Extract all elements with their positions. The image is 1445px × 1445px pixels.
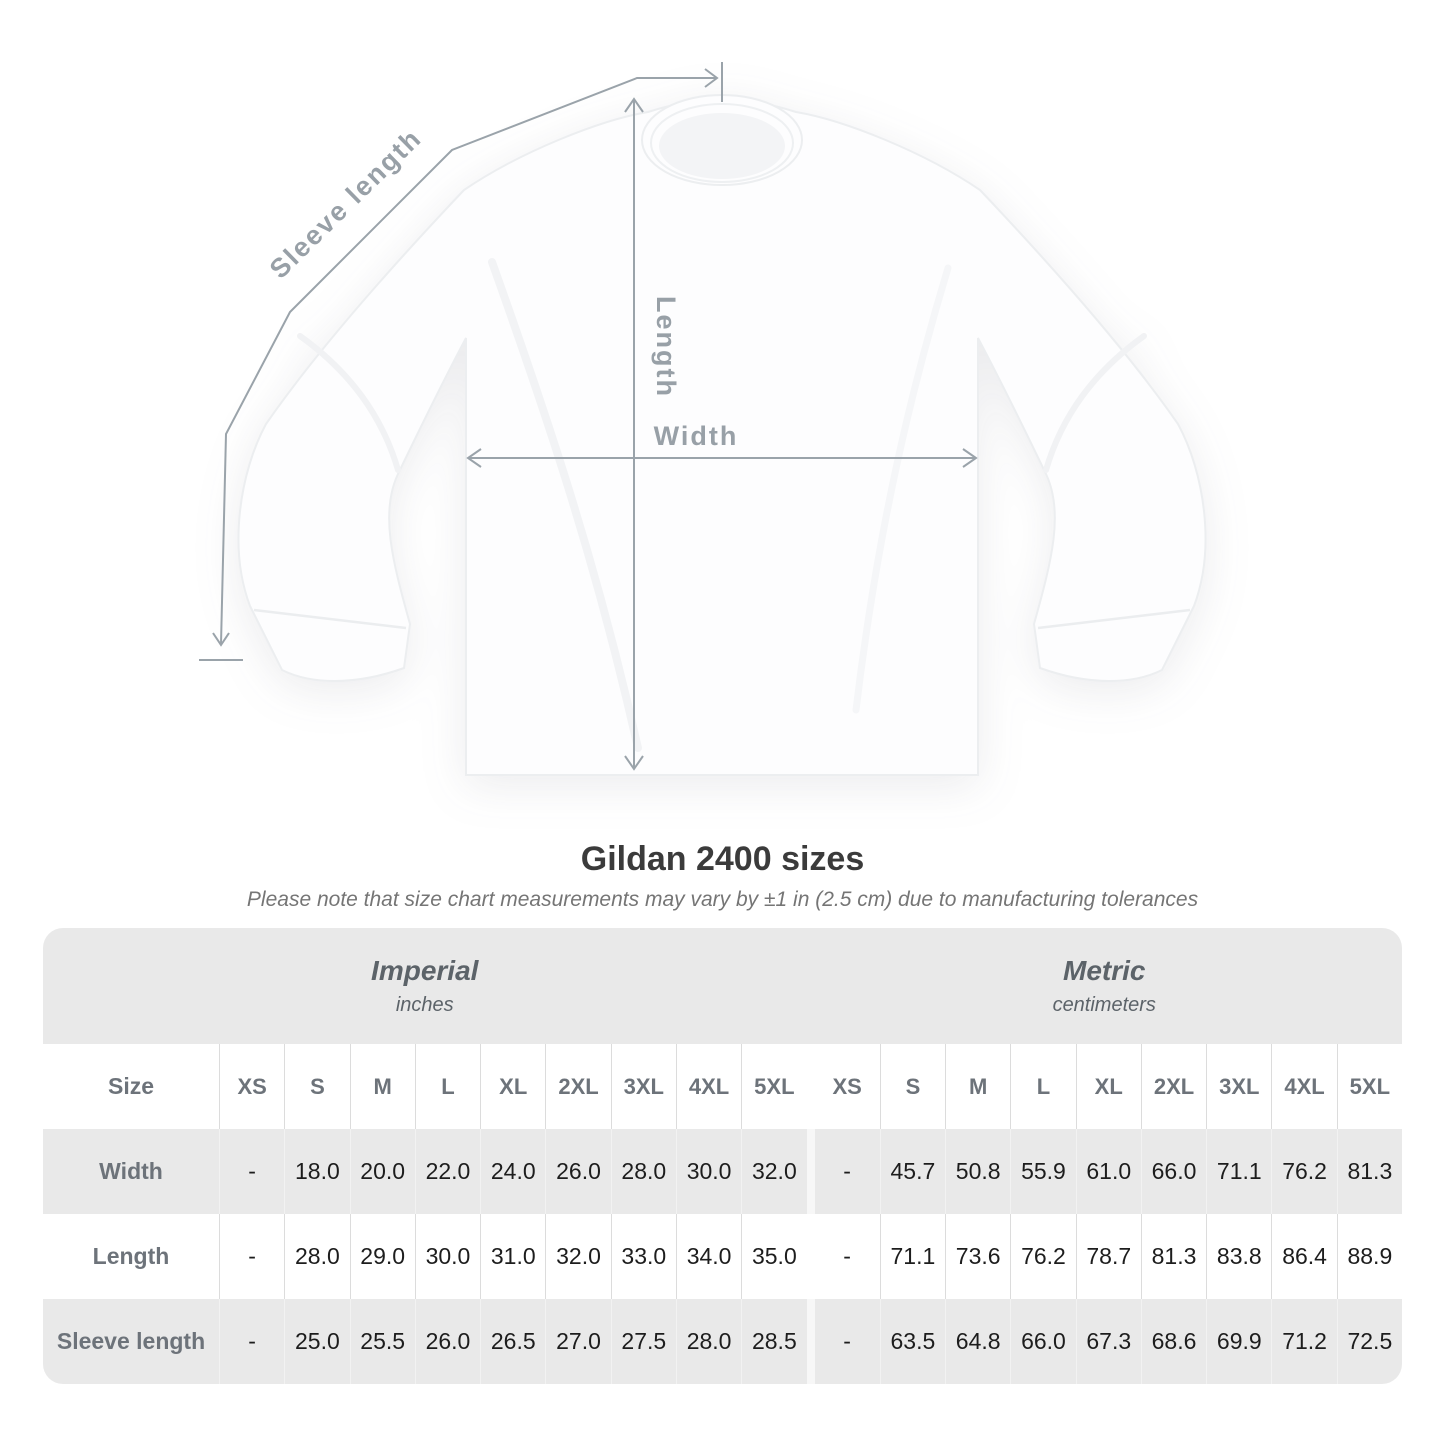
row-label: Sleeve length	[56, 1328, 206, 1354]
value-cell: 76.2	[1010, 1214, 1075, 1299]
value-cell: 76.2	[1271, 1129, 1336, 1214]
section-divider	[807, 1044, 815, 1129]
size-col-header: L	[415, 1044, 480, 1129]
size-col-header: S	[284, 1044, 349, 1129]
size-col-header: 3XL	[611, 1044, 676, 1129]
metric-section-header	[807, 928, 1403, 1044]
metric-section-label: Metric	[1063, 955, 1146, 986]
value-cell: 71.1	[1206, 1129, 1271, 1214]
size-col-header: XL	[480, 1044, 545, 1129]
value-cell: -	[219, 1129, 284, 1214]
row-label: Size	[107, 1073, 155, 1099]
section-divider	[807, 1214, 815, 1299]
tolerance-note: Please note that size chart measurements may vary by ±1 in (2.5 cm) due to manufacturing tolerances	[246, 888, 1199, 911]
size-col-header: 2XL	[1141, 1044, 1206, 1129]
value-cell: 71.2	[1271, 1299, 1336, 1384]
value-cell: 28.0	[284, 1214, 349, 1299]
value-cell: 25.0	[284, 1299, 349, 1384]
value-cell: 27.5	[611, 1299, 676, 1384]
size-col-header: 5XL	[741, 1044, 806, 1129]
value-cell: 32.0	[545, 1214, 610, 1299]
width-label: Width	[653, 421, 739, 451]
value-cell: 81.3	[1337, 1129, 1402, 1214]
value-cell: 33.0	[611, 1214, 676, 1299]
size-header-row	[43, 1044, 1402, 1129]
value-cell: 25.5	[350, 1299, 415, 1384]
size-col-header: 4XL	[676, 1044, 741, 1129]
value-cell: 28.5	[741, 1299, 806, 1384]
size-col-header: S	[880, 1044, 945, 1129]
value-cell: -	[219, 1299, 284, 1384]
imperial-section-unit: inches	[395, 994, 454, 1016]
value-cell: 66.0	[1141, 1129, 1206, 1214]
measurement-row	[43, 1129, 1402, 1214]
value-cell: 72.5	[1337, 1299, 1402, 1384]
value-cell: 28.0	[611, 1129, 676, 1214]
size-col-header: M	[945, 1044, 1010, 1129]
value-cell: 22.0	[415, 1129, 480, 1214]
value-cell: 83.8	[1206, 1214, 1271, 1299]
value-cell: -	[219, 1214, 284, 1299]
value-cell: -	[843, 1158, 851, 1184]
value-cell: 67.3	[1076, 1299, 1141, 1384]
value-cell: 66.0	[1010, 1299, 1075, 1384]
value-cell: 30.0	[415, 1214, 480, 1299]
value-cell: 50.8	[945, 1129, 1010, 1214]
size-col-header: XS	[219, 1044, 284, 1129]
value-cell: 32.0	[741, 1129, 806, 1214]
value-cell: 61.0	[1076, 1129, 1141, 1214]
value-cell: 27.0	[545, 1299, 610, 1384]
value-cell: 73.6	[945, 1214, 1010, 1299]
size-col-header: M	[350, 1044, 415, 1129]
value-cell: 78.7	[1076, 1214, 1141, 1299]
size-table-grid	[43, 1044, 1402, 1384]
collar-opening	[659, 113, 785, 179]
sleeve-length-label: Sleeve length	[263, 122, 428, 285]
page-title: Gildan 2400 sizes	[580, 840, 865, 878]
value-cell: 45.7	[880, 1129, 945, 1214]
size-col-header: L	[1010, 1044, 1075, 1129]
value-cell: 68.6	[1141, 1299, 1206, 1384]
value-cell: 63.5	[880, 1299, 945, 1384]
value-cell: 30.0	[676, 1129, 741, 1214]
measurement-row	[43, 1299, 1402, 1384]
value-cell: 26.0	[415, 1299, 480, 1384]
value-cell: 34.0	[676, 1214, 741, 1299]
value-cell: 26.5	[480, 1299, 545, 1384]
size-table	[43, 928, 1402, 1384]
size-col-header: 5XL	[1337, 1044, 1402, 1129]
imperial-section-header	[43, 928, 807, 1044]
value-cell: -	[843, 1243, 851, 1269]
section-divider	[807, 1129, 815, 1214]
value-cell: 55.9	[1010, 1129, 1075, 1214]
value-cell: -	[843, 1328, 851, 1354]
value-cell: 71.1	[880, 1214, 945, 1299]
metric-section-unit: centimeters	[1052, 994, 1156, 1016]
unit-section-band	[43, 928, 1402, 1044]
measurement-row	[43, 1214, 1402, 1299]
row-label: Width	[99, 1158, 163, 1184]
imperial-section-label: Imperial	[371, 955, 479, 986]
value-cell: 88.9	[1337, 1214, 1402, 1299]
size-col-header: 3XL	[1206, 1044, 1271, 1129]
size-col-header: XL	[1076, 1044, 1141, 1129]
value-cell: 86.4	[1271, 1214, 1336, 1299]
row-label: Length	[92, 1243, 170, 1269]
value-cell: 81.3	[1141, 1214, 1206, 1299]
size-col-header: 4XL	[1271, 1044, 1336, 1129]
section-divider	[807, 1299, 815, 1384]
value-cell: 35.0	[741, 1214, 806, 1299]
value-cell: 26.0	[545, 1129, 610, 1214]
value-cell: 28.0	[676, 1299, 741, 1384]
value-cell: 20.0	[350, 1129, 415, 1214]
size-col-header: 2XL	[545, 1044, 610, 1129]
size-col-header: XS	[832, 1073, 862, 1099]
value-cell: 69.9	[1206, 1299, 1271, 1384]
value-cell: 24.0	[480, 1129, 545, 1214]
value-cell: 18.0	[284, 1129, 349, 1214]
value-cell: 31.0	[480, 1214, 545, 1299]
value-cell: 64.8	[945, 1299, 1010, 1384]
length-label: Length	[651, 296, 681, 398]
value-cell: 29.0	[350, 1214, 415, 1299]
